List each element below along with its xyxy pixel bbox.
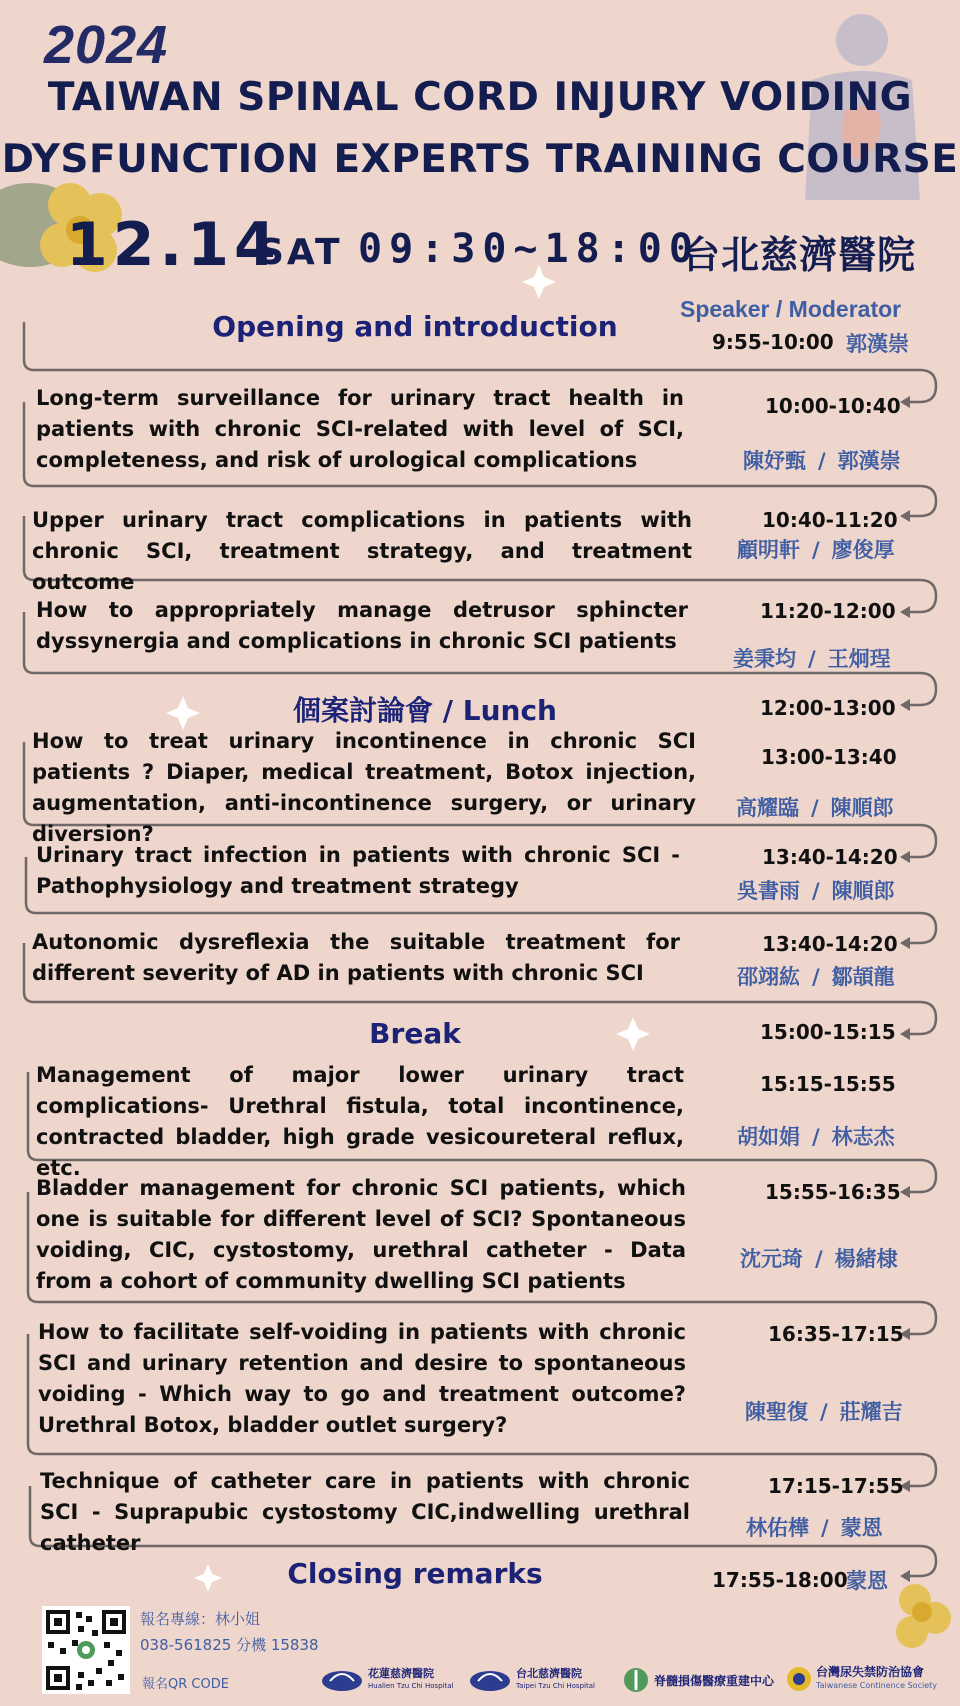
session-3-desc: How to appropriately manage detrusor sphincter dyssynergia and complications in chronic SCI patients [36,598,688,653]
event-venue: 台北慈濟醫院 [682,233,917,277]
session-4-names: 高耀臨 / 陳順郎 [736,796,894,820]
moderator: 郭漢崇 [837,449,901,473]
moderator: 鄒頡龍 [831,965,895,989]
logo-continence-society [786,1660,946,1698]
session-9-desc: How to facilitate self-voiding in patients with chronic SCI and urinary retention and desire to spontaneous voiding - Which way to go and treatment outcome? Urethral Botox, bladder outlet surgery? [38,1320,686,1437]
closing-moderator: 蒙恩 [846,1569,888,1593]
session-1-names: 陳妤甄 / 郭漢崇 [743,449,901,473]
moderator: 陳順郎 [830,796,894,820]
session-5-desc: Urinary tract infection in patients with chronic SCI - Pathophysiology and treatment strategy [36,843,680,898]
moderator: 楊緒棣 [834,1247,898,1271]
opening-moderator: 郭漢崇 [846,332,909,356]
closing-title: Closing remarks [287,1557,543,1590]
tzuchi-lotus-icon [320,1667,364,1693]
logo-sci-center [622,1662,782,1698]
session-1-desc: Long-term surveillance for urinary tract health in patients with chronic SCI-related with level of SCI, completeness, and risk of urological complications [36,386,684,472]
speaker: 胡如娟 [737,1125,800,1149]
session-10-desc: Technique of catheter care in patients with chronic SCI - Suprapubic cystostomy CIC,indwelling urethral catheter [40,1469,690,1555]
logo-taipei-name: 台北慈濟醫院 [516,1667,582,1680]
session-7-names: 胡如娟 / 林志杰 [737,1125,895,1149]
speaker: 陳聖復 [745,1400,808,1424]
event-hours: 09:30~18:00 [358,226,700,272]
session-6-time: 13:40-14:20 [762,932,898,956]
speaker: 邵翊紘 [737,965,800,989]
logo-hualien-tzuchi [320,1662,460,1698]
session-3-names: 姜秉均 / 王炯珵 [733,647,891,671]
session-8-desc: Bladder management for chronic SCI patients, which one is suitable for different level of SCI? Spontaneous voiding, CIC, cystostomy, urethral catheter - Data from a cohort of community dwelling SCI patients [36,1176,686,1293]
registration-hotline: 報名專線：林小姐 [140,1610,261,1628]
speaker: 陳妤甄 [743,449,806,473]
event-weekday: SAT [258,232,343,273]
closing-time: 17:55-18:00 [712,1568,848,1592]
course-title-line1: TAIWAN SPINAL CORD INJURY VOIDING [47,75,913,120]
break-time: 15:00-15:15 [760,1020,896,1044]
moderator: 廖俊厚 [831,538,895,562]
session-9-names: 陳聖復 / 莊耀吉 [745,1400,903,1424]
session-2-desc: Upper urinary tract complications in patients with chronic SCI, treatment strategy, and treatment outcome [32,508,692,594]
logo-sci-name: 脊髓損傷醫療重建中心 [654,1673,775,1688]
speaker: 林佑樺 [746,1516,809,1540]
session-10-time: 17:15-17:55 [768,1474,904,1498]
session-6-desc: Autonomic dysreflexia the suitable treatment for different severity of AD in patients with chronic SCI [32,930,680,985]
moderator: 王炯珵 [827,647,891,671]
moderator: 陳順郎 [831,879,895,903]
logo-taipei-sub: Taipei Tzu Chi Hospital [516,1682,595,1690]
session-5-time: 13:40-14:20 [762,845,898,869]
continence-society-icon [786,1664,812,1694]
session-8-time: 15:55-16:35 [765,1180,901,1204]
session-9-time: 16:35-17:15 [768,1322,904,1346]
speaker: 姜秉均 [733,647,796,671]
session-10-names: 林佑樺 / 蒙恩 [746,1516,883,1540]
session-2-names: 顧明軒 / 廖俊厚 [737,538,895,562]
registration-qr-code[interactable] [42,1606,130,1694]
logo-society-sub: Taiwanese Continence Society [816,1681,937,1690]
flower-icon-right [896,1584,951,1648]
session-4-desc: How to treat urinary incontinence in chronic SCI patients ? Diaper, medical treatment, Botox injection, augmentation, anti-incontinence surgery, or urinary diversion? [32,729,696,846]
session-5-names: 吳書雨 / 陳順郎 [737,879,895,903]
logo-society-name: 台灣尿失禁防治協會 [816,1665,925,1679]
event-date: 12.14 [66,210,281,280]
moderator: 林志杰 [831,1125,895,1149]
speaker: 吳書雨 [737,879,800,903]
break-title: Break [369,1017,461,1050]
moderator: 莊耀吉 [839,1400,903,1424]
registration-phone[interactable]: 038-561825 分機 15838 [140,1636,319,1654]
logo-hualien-sub: Hualien Tzu Chi Hospital [368,1682,454,1690]
opening-time: 9:55-10:00 [712,330,834,354]
qr-code-icon [42,1606,130,1694]
speaker-moderator-heading: Speaker / Moderator [680,296,902,322]
opening-title: Opening and introduction [212,310,618,343]
logo-taipei-tzuchi [468,1662,608,1698]
year: 2024 [44,15,169,75]
qr-code-label: 報名QR CODE [142,1677,229,1692]
tzuchi-lotus-icon [468,1667,512,1693]
speaker: 高耀臨 [736,796,799,820]
session-7-time: 15:15-15:55 [760,1072,896,1096]
session-2-time: 10:40-11:20 [762,508,898,532]
course-title-line2: DYSFUNCTION EXPERTS TRAINING COURSE [1,137,959,182]
logo-hualien-name: 花蓮慈濟醫院 [368,1667,434,1680]
session-4-time: 13:00-13:40 [761,745,897,769]
moderator: 蒙恩 [840,1516,883,1540]
session-7-desc: Management of major lower urinary tract complications- Urethral fistula, total incontinence, contracted bladder, high grade vesicoureteral reflux, etc. [36,1063,684,1180]
speaker: 沈元琦 [740,1247,803,1271]
lunch-title: 個案討論會 / Lunch [293,694,557,727]
spine-logo-icon [622,1666,650,1694]
session-3-time: 11:20-12:00 [760,599,896,623]
session-1-time: 10:00-10:40 [765,394,901,418]
session-6-names: 邵翊紘 / 鄒頡龍 [737,965,895,989]
lunch-time: 12:00-13:00 [760,696,896,720]
speaker: 顧明軒 [737,538,800,562]
session-8-names: 沈元琦 / 楊緒棣 [740,1247,898,1271]
